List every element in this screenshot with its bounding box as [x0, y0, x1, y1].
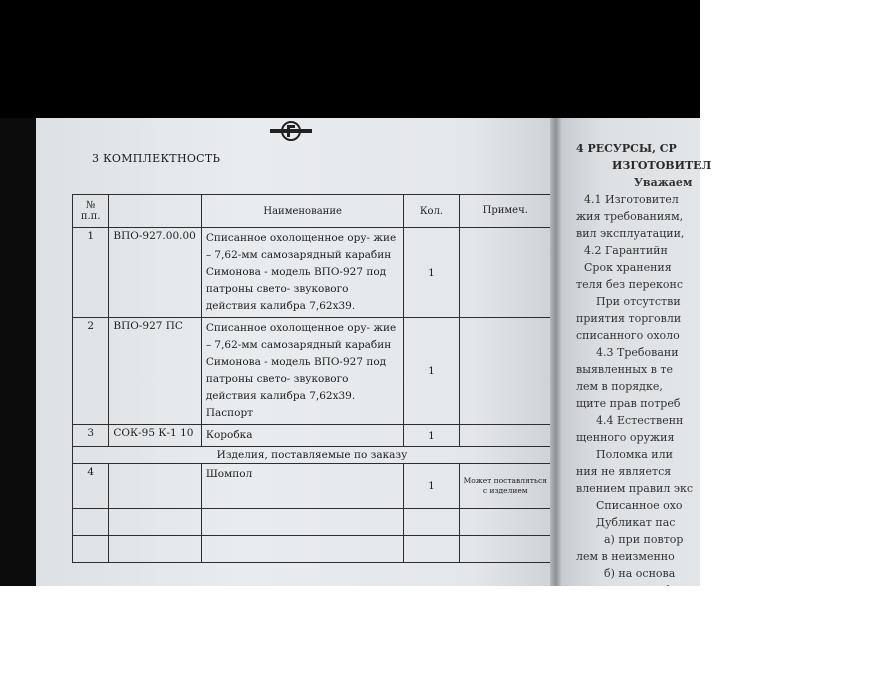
- section-title: 3 КОМПЛЕКТНОСТЬ: [92, 152, 221, 165]
- row-code: ВПО-927 ПС: [109, 318, 201, 425]
- row-name: Коробка: [201, 425, 404, 447]
- right-line: 4.2 Гарантийн: [584, 244, 668, 257]
- header-code: [109, 195, 201, 228]
- right-line: Списанное охо: [596, 499, 683, 512]
- contents-table: [72, 194, 552, 563]
- right-line: списанного охоло: [576, 329, 680, 342]
- row-code: [109, 464, 201, 509]
- row-note: [459, 228, 552, 318]
- row-name: Списанное охолощенное ору- жие – 7,62-мм самозарядный карабин Симонова - модель ВПО-927 под патроны свето- звукового действия калибра 7,62х39.: [201, 228, 404, 318]
- header-name: Наименование: [201, 195, 404, 228]
- right-line: влением правил экс: [576, 482, 694, 495]
- right-line: приятия торговли: [576, 312, 682, 325]
- right-line: вил эксплуатации,: [576, 227, 685, 240]
- background-bottom: [0, 586, 700, 700]
- right-line: б) на основа: [604, 567, 676, 580]
- row-note: [459, 318, 552, 425]
- right-line: Срок хранения: [584, 261, 672, 274]
- header-num: № п.п.: [73, 195, 109, 228]
- right-line: 4 РЕСУРСЫ, СР: [576, 142, 677, 155]
- table-row: [73, 228, 552, 318]
- table-row: [73, 425, 552, 447]
- right-line: Дубликат пас: [596, 516, 676, 529]
- table-row: [73, 464, 552, 509]
- right-line: Уважаем: [634, 176, 693, 189]
- right-line: 4.1 Изготовител: [584, 193, 679, 206]
- book-gutter: [550, 118, 562, 586]
- table-row-empty: [73, 509, 552, 536]
- row-note: Может поставляться с изделием: [459, 464, 552, 509]
- header-qty: Кол.: [404, 195, 459, 228]
- right-line: щите прав потреб: [576, 397, 681, 410]
- right-line: 4.4 Естественн: [596, 414, 684, 427]
- row-num: 4: [73, 464, 109, 509]
- row-qty: 1: [404, 464, 459, 509]
- bleed-through-texture: [96, 548, 536, 578]
- right-line: ИЗГОТОВИТЕЛ: [612, 159, 712, 172]
- row-num: 1: [73, 228, 109, 318]
- group-row: [73, 447, 552, 464]
- row-code: СОК-95 К-1 10: [109, 425, 201, 447]
- header-note: Примеч.: [459, 195, 552, 228]
- right-line: лем в неизменно: [576, 550, 675, 563]
- right-line: 4.3 Требовани: [596, 346, 679, 359]
- row-num: 2: [73, 318, 109, 425]
- right-page: [562, 118, 712, 586]
- right-line: лем в порядке,: [576, 380, 663, 393]
- right-line: а) при повтор: [604, 533, 684, 546]
- left-page: [36, 118, 550, 586]
- row-qty: 1: [404, 425, 459, 447]
- row-name: Списанное охолощенное ору- жие – 7,62-мм самозарядный карабин Симонова - модель ВПО-927 под патроны свето- звукового действия калибра 7,62х39. Паспорт: [201, 318, 404, 425]
- right-line: жия требованиям,: [576, 210, 684, 223]
- table-header-row: [73, 195, 552, 228]
- right-line: теля без переконс: [576, 278, 684, 291]
- row-code: ВПО-927.00.00: [109, 228, 201, 318]
- row-qty: 1: [404, 228, 459, 318]
- right-line: щенного оружия: [576, 431, 675, 444]
- row-qty: 1: [404, 318, 459, 425]
- background-left: [0, 118, 36, 586]
- row-name: Шомпол: [201, 464, 404, 509]
- background-top: [0, 0, 700, 118]
- right-line: выявленных в те: [576, 363, 673, 376]
- right-line: ния не является: [576, 465, 672, 478]
- row-note: [459, 425, 552, 447]
- row-num: 3: [73, 425, 109, 447]
- manufacturer-logo-icon: [268, 120, 314, 142]
- table-row: [73, 318, 552, 425]
- group-title: Изделия, поставляемые по заказу: [73, 447, 552, 464]
- right-line: Поломка или: [596, 448, 673, 461]
- right-line: При отсутстви: [596, 295, 681, 308]
- right-page-text: [576, 140, 876, 616]
